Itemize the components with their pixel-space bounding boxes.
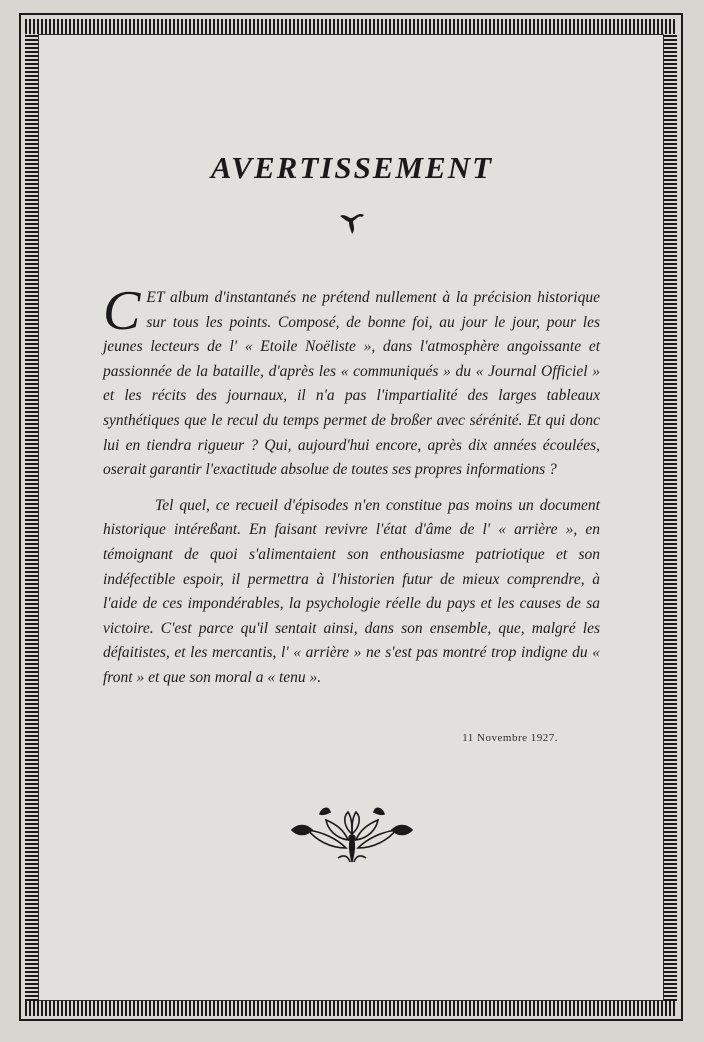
hatched-border-bottom xyxy=(25,1001,677,1016)
page-title: AVERTISSEMENT xyxy=(210,150,494,185)
paragraph-1 xyxy=(103,280,600,483)
paragraph-1-text: ET album d'instantanés ne prétend nullement à la précision historique sur tous les points. Composé, de bonne foi, au jour le jour, pour les jeunes lecteurs de l' « Etoile Noëliste », dans l'atmosphère angoissante et passionnée de la bataille, d'après les « communiqués » du « Journal Officiel » et les récits des journaux, il n'a pas l'impartialité des larges tableaux synthétiques que le recul du temps permet de broßer avec sérénité. Et qui donc lui en tiendra rigueur ? Qui, aujourd'hui encore, après dix années écoulées, oserait garantir l'exactitude absolue de toutes ses propres informations ? xyxy=(103,289,600,479)
floral-ornament-icon xyxy=(290,804,414,866)
hatched-border-top xyxy=(25,19,677,34)
preface-text xyxy=(103,280,600,691)
fleuron-icon xyxy=(337,210,367,238)
paragraph-2: Tel quel, ce recueil d'épisodes n'en constitue pas moins un document historique intéreßant. En faisant revivre l'état d'âme de l' « arrière », en témoignant de quoi s'alimentaient son enthousiasme patriotique et son indéfectible espoir, il permettra à l'historien futur de mieux comprendre, à l'aide de ces impondérables, la psychologie réelle du pays et les causes de sa victoire. C'est parce qu'il sentait ainsi, dans son ensemble, que, malgré les défaitistes, et les mercantis, l' « arrière » ne s'est pas montré trop indigne du « front » et que son moral a « tenu ». xyxy=(103,496,600,686)
date-line: 11 Novembre 1927. xyxy=(462,732,558,744)
drop-cap: C xyxy=(103,280,141,342)
